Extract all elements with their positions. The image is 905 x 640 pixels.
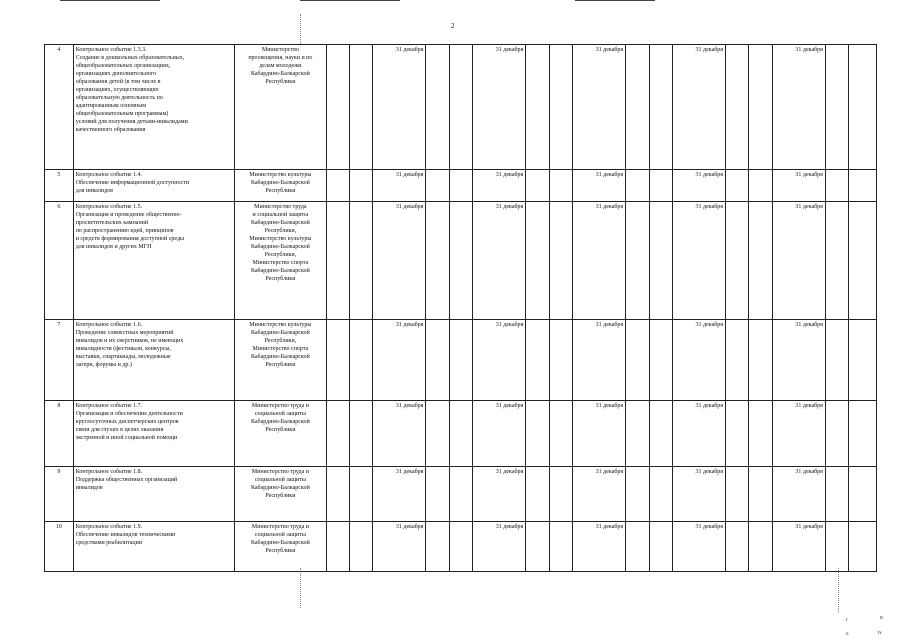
event-text-line: и средств формирования доступной среды — [75, 236, 185, 242]
responsible-text-line: Министерство труда — [254, 204, 307, 210]
date-cell: 31 декабря — [772, 170, 825, 202]
empty-cell — [726, 320, 749, 401]
responsible-text-line: Республики — [265, 188, 296, 194]
empty-cell — [626, 170, 649, 202]
empty-cell — [849, 202, 877, 320]
event-cell — [73, 170, 235, 202]
event-text-line: связи для глухих в целях оказания — [75, 427, 164, 433]
responsible-text-line: Кабардино-Балкарской — [250, 485, 310, 491]
event-text-line: Контрольное событие 1.6. — [75, 322, 143, 328]
responsible-text-line: Кабардино-Балкарской — [250, 220, 310, 226]
empty-cell — [825, 467, 848, 522]
event-text-line: просветительских кампаний — [75, 220, 149, 226]
empty-cell — [626, 401, 649, 467]
responsible-text-line: Министерство культуры — [249, 322, 312, 328]
empty-cell — [349, 320, 372, 401]
empty-cell — [649, 320, 672, 401]
responsible-text-line: социальной защиты — [254, 532, 306, 538]
responsible-text-line: Республики, — [264, 228, 297, 234]
table-row — [45, 467, 877, 522]
date-cell: 31 декабря — [772, 522, 825, 572]
empty-cell — [626, 522, 649, 572]
empty-cell — [526, 202, 549, 320]
responsible-text-line: Кабардино-Балкарской — [250, 268, 310, 274]
empty-cell — [449, 45, 472, 170]
event-text-line: Организация и проведение общественно- — [75, 212, 182, 218]
empty-cell — [349, 401, 372, 467]
empty-cell — [626, 45, 649, 170]
empty-cell — [549, 467, 572, 522]
date-cell: 31 декабря — [772, 467, 825, 522]
responsible-text-line: Республики — [265, 427, 296, 433]
responsible-text-line: Кабардино-Балкарской — [250, 244, 310, 250]
event-text-line: общеобразовательным программам) — [75, 111, 169, 117]
event-text-line: адаптированным основным — [75, 103, 147, 109]
event-text-line: Обеспечение инвалидов техническими — [75, 532, 176, 538]
event-text-line: Контрольное событие 1.7. — [75, 403, 143, 409]
date-cell: 31 декабря — [672, 522, 725, 572]
empty-cell — [726, 45, 749, 170]
top-rule-middle — [300, 0, 400, 1]
event-cell — [73, 401, 235, 467]
empty-cell — [526, 401, 549, 467]
empty-cell — [726, 401, 749, 467]
empty-cell — [449, 202, 472, 320]
responsible-text-line: Кабардино-Балкарской — [250, 419, 310, 425]
table-row — [45, 45, 877, 170]
page-number: 2 — [451, 22, 455, 30]
responsible-cell — [235, 401, 326, 467]
responsible-text-line: Министерство спорта — [252, 260, 309, 266]
date-cell: 31 декабря — [473, 202, 526, 320]
responsible-cell — [235, 170, 326, 202]
empty-cell — [349, 202, 372, 320]
event-text-line: средствами реабилитации — [75, 540, 143, 546]
empty-cell — [825, 320, 848, 401]
empty-cell — [825, 170, 848, 202]
date-cell: 31 декабря — [373, 320, 426, 401]
empty-cell — [726, 467, 749, 522]
empty-cell — [749, 401, 772, 467]
responsible-text-line: Республики — [265, 362, 296, 368]
date-cell: 31 декабря — [373, 522, 426, 572]
corner-mark: r — [846, 618, 848, 623]
date-cell: 31 декабря — [672, 202, 725, 320]
empty-cell — [726, 522, 749, 572]
corner-mark: tr — [880, 616, 884, 621]
date-cell: 31 декабря — [473, 45, 526, 170]
date-cell: 31 декабря — [672, 320, 725, 401]
empty-cell — [549, 170, 572, 202]
date-cell: 31 декабря — [573, 320, 626, 401]
empty-cell — [749, 467, 772, 522]
empty-cell — [549, 522, 572, 572]
event-text-line: Контрольное событие 1.9. — [75, 524, 143, 530]
event-text-line: лагери, форумы и др.) — [75, 362, 132, 368]
responsible-cell — [235, 45, 326, 170]
event-cell — [73, 522, 235, 572]
scan-line — [300, 568, 301, 608]
empty-cell — [626, 320, 649, 401]
responsible-text-line: Министерство спорта — [252, 346, 309, 352]
empty-cell — [549, 320, 572, 401]
event-text-line: образования детей (в том числе в — [75, 79, 161, 85]
empty-cell — [349, 170, 372, 202]
event-text-line: качественного образования — [75, 127, 146, 133]
responsible-text-line: делам молодежи — [259, 63, 302, 69]
date-cell: 31 декабря — [373, 170, 426, 202]
date-cell: 31 декабря — [373, 45, 426, 170]
date-cell: 31 декабря — [573, 522, 626, 572]
date-cell: 31 декабря — [473, 467, 526, 522]
date-cell: 31 декабря — [672, 170, 725, 202]
empty-cell — [449, 401, 472, 467]
responsible-text-line: Республики — [265, 493, 296, 499]
date-cell: 31 декабря — [573, 401, 626, 467]
event-text-line: Контрольное событие 1.3.3. — [75, 47, 147, 53]
empty-cell — [749, 320, 772, 401]
responsible-cell — [235, 522, 326, 572]
row-number: 7 — [45, 320, 74, 401]
event-text-line: организациях дополнительного — [75, 71, 157, 77]
empty-cell — [526, 467, 549, 522]
empty-cell — [649, 401, 672, 467]
responsible-cell — [235, 202, 326, 320]
empty-cell — [326, 202, 349, 320]
row-number: 10 — [45, 522, 74, 572]
event-text-line: Поддержка общественных организаций — [75, 477, 178, 483]
empty-cell — [326, 170, 349, 202]
table-row — [45, 522, 877, 572]
empty-cell — [726, 170, 749, 202]
empty-cell — [449, 320, 472, 401]
date-cell: 31 декабря — [772, 401, 825, 467]
empty-cell — [825, 45, 848, 170]
event-text-line: организациях, осуществляющих — [75, 87, 159, 93]
row-number: 5 — [45, 170, 74, 202]
event-text-line: Проведение совместных мероприятий — [75, 330, 174, 336]
date-cell: 31 декабря — [573, 170, 626, 202]
row-number: 9 — [45, 467, 74, 522]
empty-cell — [326, 320, 349, 401]
empty-cell — [649, 45, 672, 170]
empty-cell — [449, 522, 472, 572]
date-cell: 31 декабря — [473, 522, 526, 572]
empty-cell — [849, 170, 877, 202]
responsible-text-line: Министерство культуры — [249, 236, 312, 242]
empty-cell — [526, 522, 549, 572]
event-cell — [73, 45, 235, 170]
empty-cell — [649, 170, 672, 202]
row-number: 4 — [45, 45, 74, 170]
empty-cell — [449, 170, 472, 202]
empty-cell — [326, 522, 349, 572]
empty-cell — [326, 401, 349, 467]
event-text-line: выставки, спартакиады, молодежные — [75, 354, 171, 360]
event-text-line: для инвалидов — [75, 188, 113, 194]
empty-cell — [426, 522, 449, 572]
event-cell — [73, 202, 235, 320]
event-text-line: круглосуточных диспетчерских центров — [75, 419, 179, 425]
row-number: 6 — [45, 202, 74, 320]
top-rule-right — [575, 0, 655, 1]
empty-cell — [626, 467, 649, 522]
empty-cell — [426, 45, 449, 170]
event-text-line: Обеспечение информационной доступности — [75, 180, 190, 186]
empty-cell — [349, 467, 372, 522]
top-rule-left — [60, 0, 160, 1]
schedule-table — [44, 44, 877, 572]
event-text-line: инвалидов — [75, 485, 103, 491]
event-cell — [73, 467, 235, 522]
date-cell: 31 декабря — [772, 320, 825, 401]
empty-cell — [426, 202, 449, 320]
date-cell: 31 декабря — [672, 467, 725, 522]
date-cell: 31 декабря — [573, 45, 626, 170]
event-cell — [73, 320, 235, 401]
date-cell: 31 декабря — [473, 170, 526, 202]
date-cell: 31 декабря — [473, 320, 526, 401]
empty-cell — [526, 320, 549, 401]
responsible-text-line: социальной защиты — [254, 411, 306, 417]
empty-cell — [749, 522, 772, 572]
responsible-text-line: Республики — [265, 276, 296, 282]
empty-cell — [426, 320, 449, 401]
date-cell: 31 декабря — [772, 45, 825, 170]
empty-cell — [825, 202, 848, 320]
empty-cell — [526, 170, 549, 202]
date-cell: 31 декабря — [473, 401, 526, 467]
responsible-text-line: Министерство культуры — [249, 172, 312, 178]
responsible-text-line: Кабардино-Балкарской — [250, 354, 310, 360]
empty-cell — [649, 202, 672, 320]
empty-cell — [349, 45, 372, 170]
responsible-text-line: Министерство труда и — [251, 469, 309, 475]
date-cell: 31 декабря — [573, 467, 626, 522]
event-text-line: по распространению идей, принципов — [75, 228, 174, 234]
date-cell: 31 декабря — [373, 202, 426, 320]
table-row — [45, 202, 877, 320]
responsible-cell — [235, 320, 326, 401]
empty-cell — [825, 401, 848, 467]
empty-cell — [749, 202, 772, 320]
empty-cell — [526, 45, 549, 170]
empty-cell — [426, 170, 449, 202]
responsible-text-line: Кабардино-Балкарской — [250, 330, 310, 336]
responsible-text-line: Республики — [265, 79, 296, 85]
empty-cell — [649, 522, 672, 572]
date-cell: 31 декабря — [573, 202, 626, 320]
table-row — [45, 401, 877, 467]
scan-line — [300, 14, 301, 44]
empty-cell — [349, 522, 372, 572]
row-number: 8 — [45, 401, 74, 467]
event-text-line: инвалидности (фестивали, конкурсы, — [75, 346, 171, 352]
empty-cell — [849, 467, 877, 522]
empty-cell — [749, 45, 772, 170]
date-cell: 31 декабря — [772, 202, 825, 320]
event-text-line: экстренной и иной социальной помощи — [75, 435, 178, 441]
empty-cell — [549, 45, 572, 170]
table-row — [45, 320, 877, 401]
empty-cell — [326, 467, 349, 522]
responsible-text-line: Кабардино-Балкарской — [250, 540, 310, 546]
empty-cell — [749, 170, 772, 202]
date-cell: 31 декабря — [373, 467, 426, 522]
corner-mark: n — [846, 632, 849, 637]
responsible-text-line: Республики — [265, 548, 296, 554]
empty-cell — [426, 467, 449, 522]
empty-cell — [849, 320, 877, 401]
empty-cell — [326, 45, 349, 170]
event-text-line: инвалидов и их сверстников, не имеющих — [75, 338, 184, 344]
responsible-text-line: Республики, — [264, 252, 297, 258]
event-text-line: условий для получения детьми-инвалидами — [75, 119, 188, 125]
date-cell: 31 декабря — [373, 401, 426, 467]
responsible-text-line: и социальной защиты — [252, 212, 309, 218]
empty-cell — [426, 401, 449, 467]
empty-cell — [549, 401, 572, 467]
event-text-line: Создание в дошкольных образовательных, — [75, 55, 185, 61]
responsible-text-line: Министерство труда и — [251, 403, 309, 409]
empty-cell — [849, 45, 877, 170]
responsible-text-line: социальной защиты — [254, 477, 306, 483]
responsible-text-line: просвещения, науки и по — [248, 55, 313, 61]
empty-cell — [449, 467, 472, 522]
empty-cell — [825, 522, 848, 572]
event-text-line: Организация и обеспечение деятельности — [75, 411, 183, 417]
table-row — [45, 170, 877, 202]
event-text-line: Контрольное событие 1.8. — [75, 469, 143, 475]
event-text-line: Контрольное событие 1.4. — [75, 172, 143, 178]
empty-cell — [849, 401, 877, 467]
event-text-line: общеобразовательных организациях, — [75, 63, 171, 69]
responsible-text-line: Министерство — [261, 47, 299, 53]
event-text-line: для инвалидов и других МГН — [75, 244, 152, 250]
date-cell: 31 декабря — [672, 401, 725, 467]
corner-mark: tv — [878, 631, 882, 636]
empty-cell — [626, 202, 649, 320]
responsible-text-line: Республики, — [264, 338, 297, 344]
event-text-line: образовательную деятельность по — [75, 95, 163, 101]
event-text-line: Контрольное событие 1.5. — [75, 204, 143, 210]
scan-line — [838, 568, 839, 613]
empty-cell — [849, 522, 877, 572]
date-cell: 31 декабря — [672, 45, 725, 170]
empty-cell — [726, 202, 749, 320]
responsible-text-line: Кабардино-Балкарской — [250, 71, 310, 77]
empty-cell — [649, 467, 672, 522]
empty-cell — [549, 202, 572, 320]
responsible-cell — [235, 467, 326, 522]
responsible-text-line: Кабардино-Балкарской — [250, 180, 310, 186]
responsible-text-line: Министерство труда и — [251, 524, 309, 530]
